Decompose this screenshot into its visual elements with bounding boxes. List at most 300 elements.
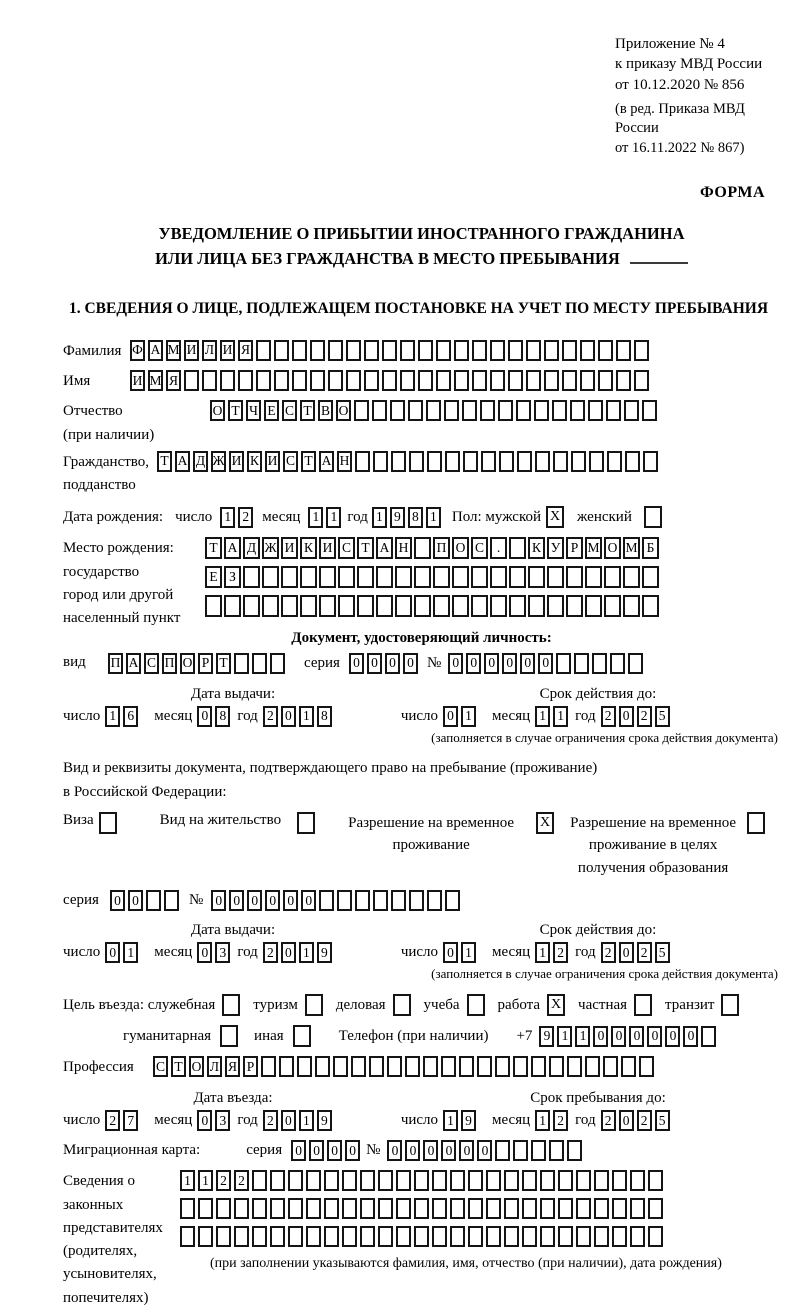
char-cell[interactable]: Р: [243, 1056, 258, 1077]
char-cell[interactable]: [623, 595, 640, 617]
char-cell[interactable]: 0: [197, 706, 212, 727]
char-cell[interactable]: 5: [655, 942, 670, 963]
char-cell[interactable]: [630, 1226, 645, 1247]
char-cell[interactable]: [585, 566, 602, 588]
char-cell[interactable]: 1: [461, 942, 476, 963]
char-cell[interactable]: [642, 400, 657, 421]
char-cell[interactable]: К: [300, 537, 317, 559]
char-cell[interactable]: 0: [629, 1026, 644, 1047]
char-cell[interactable]: [409, 890, 424, 911]
char-cell[interactable]: [252, 1226, 267, 1247]
char-cell[interactable]: [531, 1056, 546, 1077]
checkbox-residence-permit[interactable]: [297, 812, 315, 834]
char-cell[interactable]: [310, 340, 325, 361]
char-cell[interactable]: [405, 1056, 420, 1077]
char-cell[interactable]: 1: [372, 507, 387, 528]
char-cell[interactable]: [553, 451, 568, 472]
char-cell[interactable]: [504, 1198, 519, 1219]
char-cell[interactable]: В: [318, 400, 333, 421]
char-cell[interactable]: [585, 1056, 600, 1077]
char-cell[interactable]: А: [319, 451, 334, 472]
char-cell[interactable]: С: [471, 537, 488, 559]
char-cell[interactable]: [338, 595, 355, 617]
char-cell[interactable]: [526, 370, 541, 391]
char-cell[interactable]: 2: [234, 1170, 249, 1191]
char-cell[interactable]: [623, 566, 640, 588]
char-cell[interactable]: 0: [466, 653, 481, 674]
char-cell[interactable]: [414, 1198, 429, 1219]
char-cell[interactable]: Н: [337, 451, 352, 472]
char-cell[interactable]: 0: [197, 942, 212, 963]
char-cell[interactable]: [391, 890, 406, 911]
char-cell[interactable]: [522, 1226, 537, 1247]
char-cell[interactable]: 9: [539, 1026, 554, 1047]
char-cell[interactable]: [594, 1226, 609, 1247]
char-cell[interactable]: [634, 340, 649, 361]
char-cell[interactable]: [270, 1226, 285, 1247]
char-cell[interactable]: [324, 1198, 339, 1219]
char-cell[interactable]: [256, 340, 271, 361]
char-cell[interactable]: [486, 1170, 501, 1191]
char-cell[interactable]: [216, 1198, 231, 1219]
char-cell[interactable]: [234, 1226, 249, 1247]
char-cell[interactable]: 0: [443, 942, 458, 963]
char-cell[interactable]: [328, 370, 343, 391]
char-cell[interactable]: О: [210, 400, 225, 421]
char-cell[interactable]: А: [224, 537, 241, 559]
char-cell[interactable]: 1: [299, 706, 314, 727]
char-cell[interactable]: [364, 340, 379, 361]
char-cell[interactable]: [490, 340, 505, 361]
char-cell[interactable]: 0: [683, 1026, 698, 1047]
char-cell[interactable]: .: [490, 537, 507, 559]
char-cell[interactable]: 0: [403, 653, 418, 674]
char-cell[interactable]: 1: [575, 1026, 590, 1047]
char-cell[interactable]: [234, 1198, 249, 1219]
char-cell[interactable]: [616, 340, 631, 361]
char-cell[interactable]: [471, 595, 488, 617]
char-cell[interactable]: [499, 451, 514, 472]
char-cell[interactable]: 0: [197, 1110, 212, 1131]
char-cell[interactable]: [549, 1140, 564, 1161]
checkbox-temp-residence-edu[interactable]: [747, 812, 765, 834]
char-cell[interactable]: 1: [535, 942, 550, 963]
char-cell[interactable]: [324, 1170, 339, 1191]
char-cell[interactable]: 0: [128, 890, 143, 911]
char-cell[interactable]: 1: [123, 942, 138, 963]
char-cell[interactable]: [324, 1226, 339, 1247]
char-cell[interactable]: [452, 566, 469, 588]
char-cell[interactable]: 5: [655, 1110, 670, 1131]
char-cell[interactable]: 8: [317, 706, 332, 727]
char-cell[interactable]: [547, 566, 564, 588]
char-cell[interactable]: [462, 400, 477, 421]
char-cell[interactable]: [338, 566, 355, 588]
char-cell[interactable]: [612, 1198, 627, 1219]
char-cell[interactable]: М: [166, 340, 181, 361]
char-cell[interactable]: [580, 370, 595, 391]
char-cell[interactable]: [395, 566, 412, 588]
char-cell[interactable]: 0: [349, 653, 364, 674]
char-cell[interactable]: Е: [264, 400, 279, 421]
char-cell[interactable]: О: [180, 653, 195, 674]
checkbox-transit[interactable]: [721, 994, 739, 1016]
char-cell[interactable]: [433, 566, 450, 588]
char-cell[interactable]: [355, 890, 370, 911]
char-cell[interactable]: 9: [461, 1110, 476, 1131]
char-cell[interactable]: 0: [283, 890, 298, 911]
char-cell[interactable]: 2: [263, 706, 278, 727]
char-cell[interactable]: 0: [281, 1110, 296, 1131]
char-cell[interactable]: [252, 1170, 267, 1191]
char-cell[interactable]: [580, 340, 595, 361]
char-cell[interactable]: [544, 370, 559, 391]
char-cell[interactable]: 0: [647, 1026, 662, 1047]
char-cell[interactable]: [594, 1198, 609, 1219]
char-cell[interactable]: [574, 653, 589, 674]
char-cell[interactable]: 1: [299, 942, 314, 963]
char-cell[interactable]: [471, 566, 488, 588]
char-cell[interactable]: [369, 1056, 384, 1077]
char-cell[interactable]: З: [224, 566, 241, 588]
checkbox-sex-female[interactable]: [644, 506, 662, 528]
char-cell[interactable]: 1: [426, 507, 441, 528]
char-cell[interactable]: [630, 1170, 645, 1191]
char-cell[interactable]: [571, 451, 586, 472]
checkbox-study[interactable]: [467, 994, 485, 1016]
char-cell[interactable]: [604, 595, 621, 617]
char-cell[interactable]: Р: [198, 653, 213, 674]
char-cell[interactable]: 9: [390, 507, 405, 528]
char-cell[interactable]: О: [604, 537, 621, 559]
char-cell[interactable]: [414, 595, 431, 617]
char-cell[interactable]: [567, 1056, 582, 1077]
char-cell[interactable]: [616, 370, 631, 391]
char-cell[interactable]: 0: [538, 653, 553, 674]
char-cell[interactable]: 0: [477, 1140, 492, 1161]
char-cell[interactable]: [432, 1198, 447, 1219]
char-cell[interactable]: [360, 1226, 375, 1247]
char-cell[interactable]: [606, 400, 621, 421]
char-cell[interactable]: Д: [193, 451, 208, 472]
char-cell[interactable]: С: [338, 537, 355, 559]
char-cell[interactable]: [274, 340, 289, 361]
char-cell[interactable]: [270, 653, 285, 674]
char-cell[interactable]: [281, 595, 298, 617]
char-cell[interactable]: [396, 1170, 411, 1191]
char-cell[interactable]: 2: [601, 706, 616, 727]
char-cell[interactable]: [490, 370, 505, 391]
char-cell[interactable]: [164, 890, 179, 911]
char-cell[interactable]: [624, 400, 639, 421]
checkbox-official[interactable]: [222, 994, 240, 1016]
char-cell[interactable]: [426, 400, 441, 421]
char-cell[interactable]: 2: [105, 1110, 120, 1131]
char-cell[interactable]: С: [282, 400, 297, 421]
char-cell[interactable]: 2: [553, 942, 568, 963]
char-cell[interactable]: 1: [308, 507, 323, 528]
char-cell[interactable]: [441, 1056, 456, 1077]
char-cell[interactable]: [535, 451, 550, 472]
char-cell[interactable]: 0: [327, 1140, 342, 1161]
char-cell[interactable]: [427, 890, 442, 911]
char-cell[interactable]: 1: [535, 1110, 550, 1131]
char-cell[interactable]: [639, 1056, 654, 1077]
char-cell[interactable]: [262, 566, 279, 588]
char-cell[interactable]: [433, 595, 450, 617]
char-cell[interactable]: 0: [265, 890, 280, 911]
char-cell[interactable]: Л: [202, 340, 217, 361]
char-cell[interactable]: [504, 1170, 519, 1191]
char-cell[interactable]: [288, 1170, 303, 1191]
char-cell[interactable]: [508, 340, 523, 361]
char-cell[interactable]: [495, 1140, 510, 1161]
char-cell[interactable]: [238, 370, 253, 391]
checkbox-tourism[interactable]: [305, 994, 323, 1016]
char-cell[interactable]: И: [184, 340, 199, 361]
char-cell[interactable]: [472, 340, 487, 361]
char-cell[interactable]: 0: [443, 706, 458, 727]
char-cell[interactable]: 0: [619, 706, 634, 727]
char-cell[interactable]: [180, 1226, 195, 1247]
char-cell[interactable]: [547, 595, 564, 617]
char-cell[interactable]: [594, 1170, 609, 1191]
char-cell[interactable]: [610, 653, 625, 674]
char-cell[interactable]: Л: [207, 1056, 222, 1077]
char-cell[interactable]: 0: [281, 706, 296, 727]
char-cell[interactable]: [628, 653, 643, 674]
char-cell[interactable]: И: [229, 451, 244, 472]
char-cell[interactable]: [540, 1198, 555, 1219]
char-cell[interactable]: 2: [216, 1170, 231, 1191]
char-cell[interactable]: П: [162, 653, 177, 674]
char-cell[interactable]: [376, 595, 393, 617]
char-cell[interactable]: [509, 566, 526, 588]
char-cell[interactable]: [409, 451, 424, 472]
char-cell[interactable]: [256, 370, 271, 391]
char-cell[interactable]: И: [281, 537, 298, 559]
char-cell[interactable]: [592, 653, 607, 674]
char-cell[interactable]: [522, 1198, 537, 1219]
char-cell[interactable]: [414, 1170, 429, 1191]
char-cell[interactable]: [378, 1170, 393, 1191]
char-cell[interactable]: [588, 400, 603, 421]
char-cell[interactable]: [540, 1226, 555, 1247]
char-cell[interactable]: [292, 370, 307, 391]
char-cell[interactable]: [146, 890, 161, 911]
char-cell[interactable]: [387, 1056, 402, 1077]
char-cell[interactable]: [556, 653, 571, 674]
char-cell[interactable]: [495, 1056, 510, 1077]
char-cell[interactable]: [198, 1198, 213, 1219]
char-cell[interactable]: [490, 595, 507, 617]
char-cell[interactable]: [261, 1056, 276, 1077]
char-cell[interactable]: [566, 566, 583, 588]
char-cell[interactable]: М: [148, 370, 163, 391]
char-cell[interactable]: 0: [619, 942, 634, 963]
char-cell[interactable]: 1: [198, 1170, 213, 1191]
char-cell[interactable]: [414, 1226, 429, 1247]
char-cell[interactable]: [270, 1170, 285, 1191]
char-cell[interactable]: [243, 595, 260, 617]
char-cell[interactable]: [270, 1198, 285, 1219]
char-cell[interactable]: [346, 370, 361, 391]
char-cell[interactable]: К: [528, 537, 545, 559]
char-cell[interactable]: [570, 400, 585, 421]
char-cell[interactable]: П: [433, 537, 450, 559]
char-cell[interactable]: [252, 1198, 267, 1219]
char-cell[interactable]: 2: [263, 1110, 278, 1131]
char-cell[interactable]: К: [247, 451, 262, 472]
char-cell[interactable]: [180, 1198, 195, 1219]
char-cell[interactable]: И: [265, 451, 280, 472]
char-cell[interactable]: 9: [317, 942, 332, 963]
char-cell[interactable]: 0: [423, 1140, 438, 1161]
char-cell[interactable]: 0: [345, 1140, 360, 1161]
char-cell[interactable]: [450, 1170, 465, 1191]
char-cell[interactable]: [603, 1056, 618, 1077]
char-cell[interactable]: 0: [367, 653, 382, 674]
char-cell[interactable]: [444, 400, 459, 421]
char-cell[interactable]: 0: [593, 1026, 608, 1047]
char-cell[interactable]: [701, 1026, 716, 1047]
char-cell[interactable]: Ж: [211, 451, 226, 472]
char-cell[interactable]: [198, 1226, 213, 1247]
char-cell[interactable]: [598, 340, 613, 361]
char-cell[interactable]: [486, 1226, 501, 1247]
char-cell[interactable]: [643, 451, 658, 472]
char-cell[interactable]: Т: [216, 653, 231, 674]
char-cell[interactable]: 2: [238, 507, 253, 528]
char-cell[interactable]: [528, 566, 545, 588]
char-cell[interactable]: [216, 1226, 231, 1247]
char-cell[interactable]: [414, 537, 431, 559]
char-cell[interactable]: [598, 370, 613, 391]
char-cell[interactable]: Н: [395, 537, 412, 559]
char-cell[interactable]: [648, 1198, 663, 1219]
char-cell[interactable]: 0: [309, 1140, 324, 1161]
char-cell[interactable]: 0: [385, 653, 400, 674]
char-cell[interactable]: 0: [405, 1140, 420, 1161]
char-cell[interactable]: [445, 451, 460, 472]
char-cell[interactable]: [509, 595, 526, 617]
char-cell[interactable]: [450, 1198, 465, 1219]
char-cell[interactable]: Т: [300, 400, 315, 421]
char-cell[interactable]: [288, 1198, 303, 1219]
char-cell[interactable]: [355, 451, 370, 472]
char-cell[interactable]: [562, 340, 577, 361]
char-cell[interactable]: [481, 451, 496, 472]
char-cell[interactable]: [436, 340, 451, 361]
char-cell[interactable]: [504, 1226, 519, 1247]
char-cell[interactable]: [306, 1170, 321, 1191]
char-cell[interactable]: [346, 340, 361, 361]
char-cell[interactable]: 1: [535, 706, 550, 727]
char-cell[interactable]: Б: [642, 537, 659, 559]
char-cell[interactable]: [450, 1226, 465, 1247]
char-cell[interactable]: [454, 370, 469, 391]
char-cell[interactable]: У: [547, 537, 564, 559]
char-cell[interactable]: 2: [637, 942, 652, 963]
char-cell[interactable]: [279, 1056, 294, 1077]
char-cell[interactable]: Т: [357, 537, 374, 559]
char-cell[interactable]: 7: [123, 1110, 138, 1131]
char-cell[interactable]: [522, 1170, 537, 1191]
char-cell[interactable]: [534, 400, 549, 421]
char-cell[interactable]: [274, 370, 289, 391]
char-cell[interactable]: [625, 451, 640, 472]
char-cell[interactable]: 1: [180, 1170, 195, 1191]
char-cell[interactable]: 1: [220, 507, 235, 528]
char-cell[interactable]: 3: [215, 942, 230, 963]
char-cell[interactable]: 2: [601, 942, 616, 963]
char-cell[interactable]: 0: [301, 890, 316, 911]
char-cell[interactable]: [262, 595, 279, 617]
char-cell[interactable]: 0: [247, 890, 262, 911]
char-cell[interactable]: 9: [317, 1110, 332, 1131]
char-cell[interactable]: С: [283, 451, 298, 472]
char-cell[interactable]: М: [623, 537, 640, 559]
char-cell[interactable]: [400, 340, 415, 361]
char-cell[interactable]: [319, 566, 336, 588]
char-cell[interactable]: 0: [387, 1140, 402, 1161]
char-cell[interactable]: Т: [301, 451, 316, 472]
char-cell[interactable]: 0: [520, 653, 535, 674]
char-cell[interactable]: [202, 370, 217, 391]
char-cell[interactable]: 1: [443, 1110, 458, 1131]
char-cell[interactable]: [612, 1226, 627, 1247]
char-cell[interactable]: [558, 1226, 573, 1247]
char-cell[interactable]: [184, 370, 199, 391]
char-cell[interactable]: 8: [215, 706, 230, 727]
char-cell[interactable]: С: [144, 653, 159, 674]
char-cell[interactable]: [315, 1056, 330, 1077]
checkbox-other[interactable]: [293, 1025, 311, 1047]
char-cell[interactable]: О: [452, 537, 469, 559]
char-cell[interactable]: 1: [553, 706, 568, 727]
char-cell[interactable]: [243, 566, 260, 588]
char-cell[interactable]: 0: [619, 1110, 634, 1131]
char-cell[interactable]: [281, 566, 298, 588]
char-cell[interactable]: [562, 370, 577, 391]
char-cell[interactable]: 5: [655, 706, 670, 727]
char-cell[interactable]: [351, 1056, 366, 1077]
char-cell[interactable]: [342, 1198, 357, 1219]
char-cell[interactable]: 0: [211, 890, 226, 911]
char-cell[interactable]: [445, 890, 460, 911]
char-cell[interactable]: [468, 1198, 483, 1219]
checkbox-work[interactable]: X: [547, 994, 565, 1016]
char-cell[interactable]: Т: [157, 451, 172, 472]
char-cell[interactable]: 2: [637, 706, 652, 727]
checkbox-humanitarian[interactable]: [220, 1025, 238, 1047]
char-cell[interactable]: [400, 370, 415, 391]
char-cell[interactable]: 1: [105, 706, 120, 727]
char-cell[interactable]: [468, 1226, 483, 1247]
char-cell[interactable]: [372, 400, 387, 421]
char-cell[interactable]: [558, 1198, 573, 1219]
char-cell[interactable]: 0: [484, 653, 499, 674]
char-cell[interactable]: [300, 566, 317, 588]
char-cell[interactable]: [531, 1140, 546, 1161]
char-cell[interactable]: [648, 1226, 663, 1247]
char-cell[interactable]: [310, 370, 325, 391]
char-cell[interactable]: [452, 595, 469, 617]
char-cell[interactable]: [292, 340, 307, 361]
char-cell[interactable]: [472, 370, 487, 391]
char-cell[interactable]: [360, 1198, 375, 1219]
char-cell[interactable]: [360, 1170, 375, 1191]
